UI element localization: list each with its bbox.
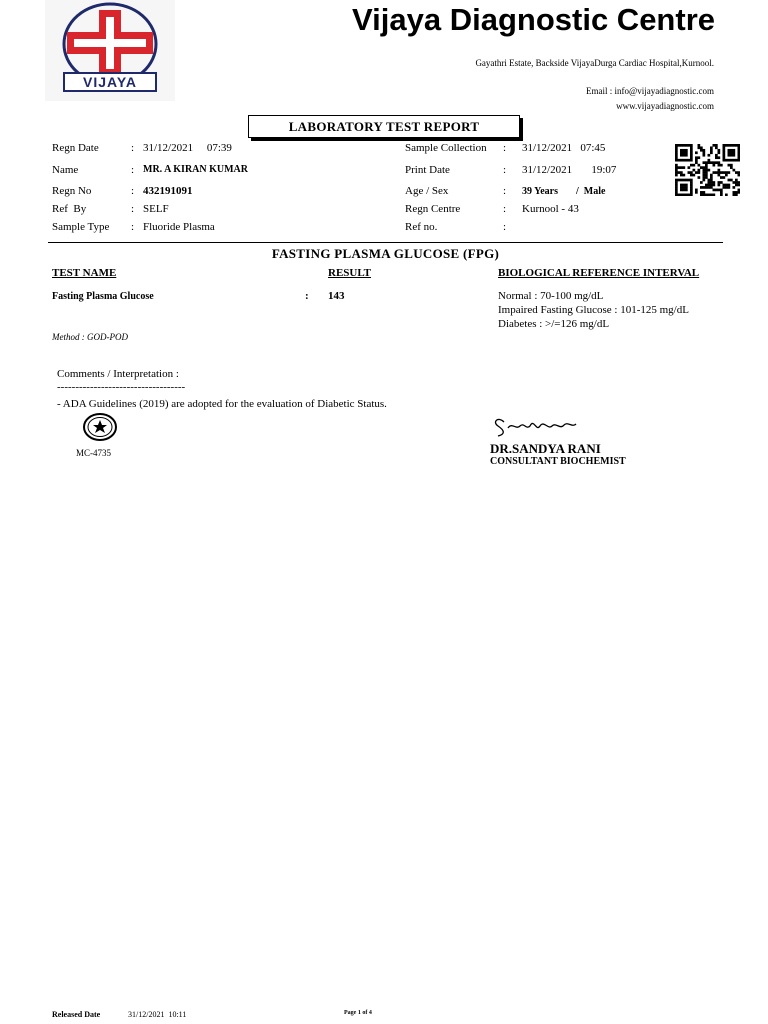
ref-by-value: SELF (143, 203, 169, 215)
ref-no-label: Ref no. (405, 221, 438, 233)
col-header-result: RESULT (328, 267, 372, 279)
sex-value: / Male (576, 186, 606, 197)
lab-title: Vijaya Diagnostic Centre (352, 2, 715, 37)
col-header-test-name: TEST NAME (52, 267, 117, 279)
regn-no-value: 432191091 (143, 185, 193, 197)
patient-name: MR. A KIRAN KUMAR (143, 164, 248, 175)
colon: : (503, 142, 507, 154)
print-date-value: 31/12/2021 19:07 (522, 164, 617, 176)
col-header-reference: BIOLOGICAL REFERENCE INTERVAL (498, 267, 700, 279)
regn-date-value: 31/12/2021 07:39 (143, 142, 232, 154)
age-sex-label: Age / Sex (405, 185, 449, 197)
reference-impaired: Impaired Fasting Glucose : 101-125 mg/dL (498, 304, 689, 316)
comments-note: - ADA Guidelines (2019) are adopted for the evaluation of Diabetic Status. (57, 398, 387, 410)
lab-email[interactable]: Email : info@vijayadiagnostic.com (585, 86, 714, 96)
result-value: 143 (328, 290, 345, 302)
colon: : (131, 203, 135, 215)
accreditation-seal-icon (81, 412, 119, 442)
reference-normal: Normal : 70-100 mg/dL (498, 290, 604, 302)
colon: : (503, 164, 507, 176)
signatory-name: DR.SANDYA RANI (490, 441, 601, 456)
lab-website[interactable]: www.vijayadiagnostic.com (616, 101, 714, 111)
report-title: LABORATORY TEST REPORT (248, 115, 520, 138)
signature-icon (490, 408, 580, 438)
sample-type-label: Sample Type (52, 221, 110, 233)
colon: : (131, 185, 135, 197)
lab-address: Gayathri Estate, Backside VijayaDurga Cardiac Hospital,Kurnool. (475, 58, 714, 68)
colon: : (503, 221, 507, 233)
regn-date-label: Regn Date (52, 142, 99, 154)
released-date-label: Released Date (52, 1010, 101, 1019)
ref-by-label: Ref By (52, 203, 87, 215)
colon: : (503, 185, 507, 197)
sample-collection-value: 31/12/2021 07:45 (522, 142, 606, 154)
comments-divider: ----------------------------------- (57, 381, 186, 393)
result-separator: : (305, 290, 309, 302)
sample-type-value: Fluoride Plasma (143, 221, 215, 233)
section-title: FASTING PLASMA GLUCOSE (FPG) (271, 246, 500, 261)
method: Method : GOD-POD (52, 332, 128, 342)
regn-centre-label: Regn Centre (405, 203, 461, 215)
qr-code-icon (675, 144, 740, 196)
regn-centre-value: Kurnool - 43 (522, 203, 579, 215)
colon: : (131, 221, 135, 233)
regn-no-label: Regn No (52, 185, 92, 197)
released-date-value: 31/12/2021 10:11 (128, 1010, 187, 1019)
colon: : (131, 142, 135, 154)
divider (48, 242, 723, 243)
name-label: Name (52, 164, 79, 176)
vijaya-logo (45, 0, 175, 101)
comments-label: Comments / Interpretation : (57, 368, 179, 380)
test-name: Fasting Plasma Glucose (52, 291, 154, 302)
age-value: 39 Years (522, 186, 559, 197)
print-date-label: Print Date (405, 164, 450, 176)
colon: : (131, 164, 135, 176)
reference-diabetes: Diabetes : >/=126 mg/dL (498, 318, 610, 330)
signatory-title: CONSULTANT BIOCHEMIST (490, 456, 626, 467)
seal-code: MC-4735 (76, 448, 112, 458)
colon: : (503, 203, 507, 215)
logo-text: VIJAYA (82, 74, 137, 90)
page-number: Page 1 of 4 (344, 1010, 372, 1016)
sample-collection-label: Sample Collection (405, 142, 487, 154)
